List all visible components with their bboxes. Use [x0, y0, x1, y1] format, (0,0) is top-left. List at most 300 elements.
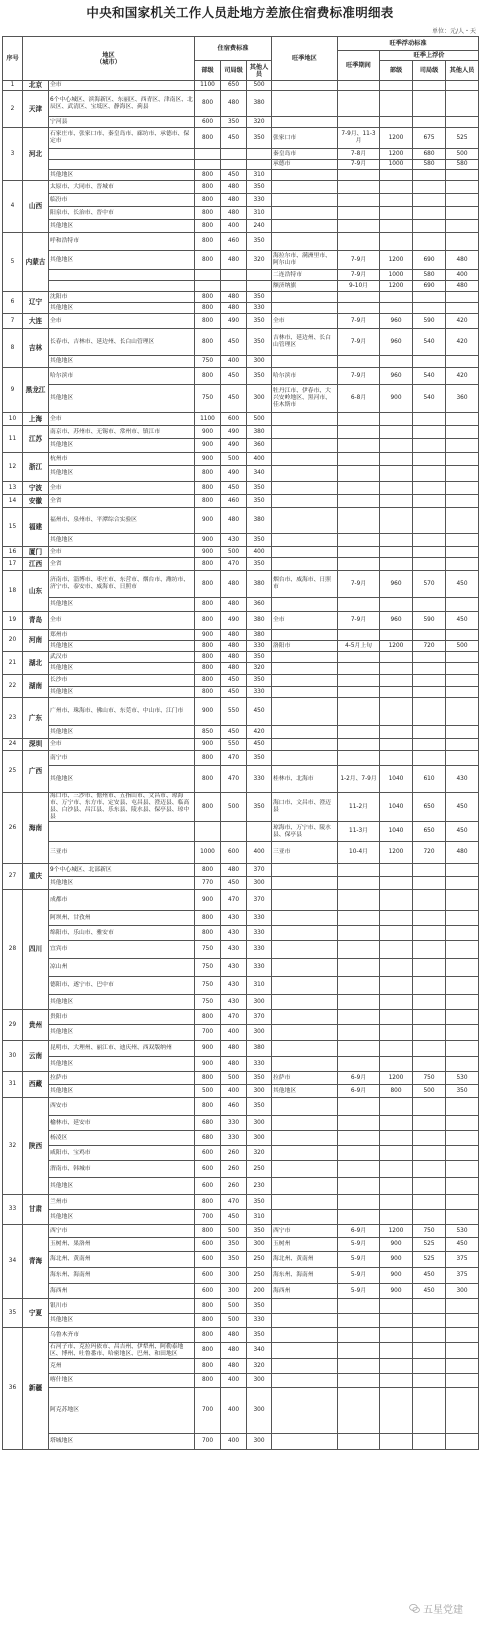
row-peak-period [338, 194, 380, 207]
row-peak-period [338, 1010, 380, 1025]
row-peak-other [446, 1359, 479, 1374]
row-rate-director: 480 [221, 194, 247, 207]
row-rate-director: 490 [221, 612, 247, 630]
row-peak-minister [380, 598, 413, 612]
row-rate-director: 480 [221, 641, 247, 652]
row-peak-minister: 900 [380, 1238, 413, 1252]
row-peak-other [446, 877, 479, 890]
row-area: 全市 [49, 413, 195, 426]
row-rate-director: 260 [221, 1178, 247, 1195]
row-rate-director: 430 [221, 534, 247, 547]
row-rate-other: 350 [247, 128, 272, 149]
row-peak-region [272, 675, 338, 687]
row-rate-other: 400 [247, 453, 272, 466]
table-row [3, 251, 479, 270]
row-seq: 4 [3, 181, 23, 233]
row-rate-other: 350 [247, 181, 272, 194]
row-peak-minister [380, 630, 413, 641]
row-peak-director [413, 1388, 446, 1434]
row-seq: 18 [3, 571, 23, 612]
row-peak-minister [380, 1098, 413, 1116]
row-rate-minister: 750 [195, 959, 221, 977]
table-row [3, 314, 479, 329]
row-peak-period: 7-9月 [338, 329, 380, 356]
row-rate-other: 380 [247, 426, 272, 439]
row-province: 青岛 [23, 612, 49, 630]
row-area: 全省 [49, 558, 195, 571]
row-peak-minister [380, 1010, 413, 1025]
row-peak-period: 7-9月 [338, 160, 380, 170]
row-rate-minister: 800 [195, 1359, 221, 1374]
row-peak-minister [380, 303, 413, 314]
row-rate-director: 480 [221, 663, 247, 675]
table-body [3, 81, 479, 1450]
row-peak-period [338, 495, 380, 508]
row-peak-director: 580 [413, 270, 446, 281]
row-peak-region: 海口市、文昌市、澄迈县 [272, 793, 338, 822]
row-rate-other: 350 [247, 329, 272, 356]
row-peak-director: 720 [413, 842, 446, 864]
header-seq: 序号 [3, 37, 23, 81]
table-row [3, 413, 479, 426]
row-peak-other: 530 [446, 1225, 479, 1238]
row-peak-minister [380, 1299, 413, 1314]
row-peak-region [272, 1328, 338, 1343]
row-rate-minister: 800 [195, 641, 221, 652]
row-peak-period: 11-2月 [338, 793, 380, 822]
table-row [3, 726, 479, 739]
row-seq: 13 [3, 482, 23, 495]
row-peak-minister [380, 117, 413, 128]
row-rate-minister: 800 [195, 1098, 221, 1116]
row-peak-region [272, 233, 338, 251]
row-rate-minister: 900 [195, 739, 221, 751]
row-rate-minister: 800 [195, 571, 221, 598]
row-peak-other [446, 1010, 479, 1025]
row-rate-other: 320 [247, 117, 272, 128]
row-rate-minister: 600 [195, 1178, 221, 1195]
row-province: 广西 [23, 751, 49, 793]
row-peak-other [446, 117, 479, 128]
row-rate-director [221, 149, 247, 160]
row-province: 上海 [23, 413, 49, 426]
row-peak-region [272, 890, 338, 911]
row-rate-director: 430 [221, 959, 247, 977]
row-rate-director: 260 [221, 1146, 247, 1161]
row-area: 杭州市 [49, 453, 195, 466]
header-peak-period: 旺季期间 [338, 51, 380, 81]
row-rate-minister: 750 [195, 977, 221, 995]
table-row [3, 941, 479, 959]
row-peak-minister: 960 [380, 314, 413, 329]
row-peak-director [413, 739, 446, 751]
row-peak-period [338, 1195, 380, 1210]
row-peak-other: 300 [446, 1284, 479, 1299]
row-peak-period [338, 1299, 380, 1314]
table-row [3, 329, 479, 356]
row-rate-director: 480 [221, 1343, 247, 1359]
row-rate-other: 380 [247, 612, 272, 630]
table-row [3, 751, 479, 766]
row-province: 甘肃 [23, 1195, 49, 1225]
row-rate-director: 480 [221, 652, 247, 663]
row-peak-period [338, 426, 380, 439]
row-peak-region [272, 911, 338, 926]
row-peak-region: 其他地区 [272, 1085, 338, 1098]
row-rate-other [247, 270, 272, 281]
row-peak-director [413, 1434, 446, 1450]
row-rate-minister: 800 [195, 303, 221, 314]
row-peak-region [272, 941, 338, 959]
row-rate-minister: 800 [195, 687, 221, 698]
row-peak-director [413, 687, 446, 698]
row-seq: 7 [3, 314, 23, 329]
row-peak-region [272, 630, 338, 641]
row-peak-minister [380, 687, 413, 698]
row-peak-minister [380, 926, 413, 941]
row-rate-other: 330 [247, 1314, 272, 1328]
row-peak-other [446, 1041, 479, 1057]
row-rate-minister: 600 [195, 1284, 221, 1299]
row-rate-other: 370 [247, 864, 272, 877]
row-peak-minister [380, 453, 413, 466]
row-peak-region: 牡丹江市、伊春市、大兴安岭地区、黑河市、佳木斯市 [272, 385, 338, 413]
table-row [3, 1161, 479, 1178]
row-peak-region [272, 726, 338, 739]
row-peak-other [446, 170, 479, 181]
row-rate-director: 490 [221, 439, 247, 453]
row-peak-director: 690 [413, 251, 446, 270]
row-rate-director: 480 [221, 292, 247, 303]
row-peak-minister [380, 890, 413, 911]
row-rate-minister: 700 [195, 1434, 221, 1450]
row-rate-other: 320 [247, 1359, 272, 1374]
row-peak-minister [380, 1314, 413, 1328]
row-rate-director: 430 [221, 995, 247, 1010]
row-peak-director [413, 482, 446, 495]
row-rate-other: 350 [247, 1225, 272, 1238]
row-rate-other: 330 [247, 766, 272, 793]
row-peak-other [446, 1116, 479, 1131]
row-area: 其他地区 [49, 385, 195, 413]
row-area: 海口市、三沙市、儋州市、五指山市、文昌市、琼海市、万宁市、东方市、定安县、屯昌县、澄迈县、临高县、白沙县、昌江县、乐东县、陵水县、保亭县、琼中县 [49, 793, 195, 822]
row-rate-director: 450 [221, 128, 247, 149]
row-rate-director: 400 [221, 1434, 247, 1450]
row-seq: 23 [3, 698, 23, 739]
header-peak-director: 司局级 [413, 61, 446, 81]
row-peak-region [272, 598, 338, 612]
row-rate-minister: 900 [195, 547, 221, 558]
row-seq: 19 [3, 612, 23, 630]
row-peak-other [446, 508, 479, 534]
row-peak-other [446, 547, 479, 558]
row-rate-minister: 800 [195, 926, 221, 941]
row-peak-region: 二连浩特市 [272, 270, 338, 281]
row-peak-period: 7-9月、11-3月 [338, 128, 380, 149]
row-area: 喀什地区 [49, 1374, 195, 1388]
row-peak-region: 三亚市 [272, 842, 338, 864]
row-peak-director: 750 [413, 1072, 446, 1085]
row-province: 贵州 [23, 1010, 49, 1041]
row-rate-director: 480 [221, 571, 247, 598]
row-rate-other: 330 [247, 1057, 272, 1072]
row-peak-director [413, 170, 446, 181]
row-rate-minister: 750 [195, 995, 221, 1010]
row-rate-minister: 800 [195, 652, 221, 663]
table-row [3, 1072, 479, 1085]
row-peak-period [338, 207, 380, 220]
table-row [3, 194, 479, 207]
row-province: 江西 [23, 558, 49, 571]
row-rate-director: 500 [221, 453, 247, 466]
row-rate-minister: 800 [195, 1328, 221, 1343]
row-area [49, 270, 195, 281]
row-seq: 9 [3, 368, 23, 413]
row-rate-minister [195, 281, 221, 292]
row-rate-director: 430 [221, 977, 247, 995]
row-peak-other: 420 [446, 329, 479, 356]
row-peak-director: 540 [413, 329, 446, 356]
row-area: 太原市、大同市、晋城市 [49, 181, 195, 194]
row-rate-other: 350 [247, 1195, 272, 1210]
row-peak-director [413, 1131, 446, 1146]
row-area: 其他地区 [49, 877, 195, 890]
row-area: 阿坝州、甘孜州 [49, 911, 195, 926]
row-peak-period [338, 558, 380, 571]
row-peak-period [338, 413, 380, 426]
row-rate-director: 480 [221, 181, 247, 194]
row-peak-other [446, 926, 479, 941]
row-peak-other [446, 1434, 479, 1450]
row-rate-director: 550 [221, 739, 247, 751]
row-peak-region [272, 303, 338, 314]
row-peak-region [272, 687, 338, 698]
row-seq: 33 [3, 1195, 23, 1225]
row-peak-region [272, 1116, 338, 1131]
row-peak-director [413, 81, 446, 91]
row-seq: 24 [3, 739, 23, 751]
row-peak-director [413, 426, 446, 439]
row-peak-region [272, 1057, 338, 1072]
row-peak-minister [380, 466, 413, 482]
row-rate-director: 480 [221, 1057, 247, 1072]
row-seq: 3 [3, 128, 23, 181]
row-peak-director [413, 181, 446, 194]
row-seq: 20 [3, 630, 23, 652]
row-area: 其他地区 [49, 1085, 195, 1098]
table-row [3, 890, 479, 911]
row-peak-other [446, 959, 479, 977]
row-rate-other [247, 281, 272, 292]
table-row [3, 630, 479, 641]
table-row [3, 995, 479, 1010]
row-peak-region [272, 495, 338, 508]
row-rate-director: 480 [221, 598, 247, 612]
row-rate-director: 490 [221, 314, 247, 329]
row-province: 四川 [23, 890, 49, 1010]
table-row [3, 739, 479, 751]
row-peak-director: 450 [413, 1268, 446, 1284]
row-peak-period [338, 81, 380, 91]
row-peak-region [272, 91, 338, 117]
row-area: 凉山州 [49, 959, 195, 977]
row-area: 塔城地区 [49, 1434, 195, 1450]
row-peak-minister [380, 977, 413, 995]
row-peak-other [446, 233, 479, 251]
table-row [3, 453, 479, 466]
row-peak-period [338, 1178, 380, 1195]
row-area: 全市 [49, 81, 195, 91]
row-rate-other: 350 [247, 534, 272, 547]
row-peak-period: 5-9月 [338, 1252, 380, 1268]
table-row [3, 466, 479, 482]
row-rate-director: 490 [221, 466, 247, 482]
row-rate-director: 450 [221, 368, 247, 385]
row-rate-minister: 800 [195, 1314, 221, 1328]
row-peak-region [272, 356, 338, 368]
row-rate-minister [195, 822, 221, 842]
row-peak-other: 420 [446, 314, 479, 329]
row-rate-other: 300 [247, 1085, 272, 1098]
row-rate-other: 330 [247, 911, 272, 926]
table-row [3, 303, 479, 314]
row-rate-director: 450 [221, 675, 247, 687]
row-seq: 12 [3, 453, 23, 482]
row-peak-minister [380, 911, 413, 926]
row-peak-other [446, 1025, 479, 1041]
row-peak-director [413, 1299, 446, 1314]
table-row [3, 181, 479, 194]
row-rate-other: 370 [247, 890, 272, 911]
row-peak-period: 7-9月 [338, 368, 380, 385]
row-area: 西安市 [49, 1098, 195, 1116]
row-peak-region [272, 426, 338, 439]
row-rate-minister: 800 [195, 911, 221, 926]
row-peak-region [272, 207, 338, 220]
row-rate-minister: 1000 [195, 842, 221, 864]
row-peak-minister: 1040 [380, 793, 413, 822]
row-peak-region: 洛阳市 [272, 641, 338, 652]
row-rate-director: 450 [221, 170, 247, 181]
table-row [3, 1041, 479, 1057]
row-peak-region: 桂林市、北海市 [272, 766, 338, 793]
row-peak-other [446, 482, 479, 495]
row-peak-minister [380, 1343, 413, 1359]
row-peak-minister [380, 81, 413, 91]
row-province: 宁夏 [23, 1299, 49, 1328]
row-area: 南宁市 [49, 751, 195, 766]
row-rate-minister: 800 [195, 1299, 221, 1314]
row-area: 乌鲁木齐市 [49, 1328, 195, 1343]
row-peak-director [413, 1343, 446, 1359]
row-peak-other [446, 466, 479, 482]
row-rate-other: 330 [247, 687, 272, 698]
row-peak-director [413, 698, 446, 726]
row-rate-minister: 800 [195, 612, 221, 630]
row-peak-director: 690 [413, 281, 446, 292]
row-peak-other [446, 1314, 479, 1328]
row-peak-period [338, 911, 380, 926]
row-peak-period [338, 687, 380, 698]
row-peak-region [272, 1010, 338, 1025]
row-rate-director: 500 [221, 793, 247, 822]
row-peak-minister [380, 495, 413, 508]
row-rate-minister: 1100 [195, 413, 221, 426]
row-peak-region [272, 1146, 338, 1161]
table-row [3, 1225, 479, 1238]
row-peak-other [446, 1131, 479, 1146]
row-peak-period: 1-2月、7-9月 [338, 766, 380, 793]
table-row [3, 356, 479, 368]
row-peak-region [272, 170, 338, 181]
row-peak-director [413, 117, 446, 128]
row-rate-other: 320 [247, 251, 272, 270]
row-rate-director: 480 [221, 207, 247, 220]
row-seq: 35 [3, 1299, 23, 1328]
row-rate-minister: 680 [195, 1116, 221, 1131]
row-peak-region [272, 508, 338, 534]
row-rate-director: 550 [221, 698, 247, 726]
row-rate-director: 330 [221, 1116, 247, 1131]
row-rate-other: 310 [247, 207, 272, 220]
row-peak-region [272, 995, 338, 1010]
row-seq: 26 [3, 793, 23, 864]
row-peak-director [413, 911, 446, 926]
row-peak-director: 590 [413, 314, 446, 329]
row-peak-region [272, 1195, 338, 1210]
row-peak-director [413, 995, 446, 1010]
row-rate-other: 380 [247, 630, 272, 641]
row-rate-minister: 750 [195, 356, 221, 368]
row-area: 郑州市 [49, 630, 195, 641]
row-area: 其他地区 [49, 598, 195, 612]
table-row [3, 1210, 479, 1225]
row-peak-region [272, 1314, 338, 1328]
row-rate-other: 330 [247, 926, 272, 941]
row-peak-director [413, 207, 446, 220]
row-rate-other: 320 [247, 663, 272, 675]
row-area: 其他地区 [49, 1314, 195, 1328]
row-rate-director [221, 160, 247, 170]
row-rate-director: 470 [221, 890, 247, 911]
row-area: 武汉市 [49, 652, 195, 663]
row-peak-period: 7-9月 [338, 314, 380, 329]
row-peak-director: 540 [413, 368, 446, 385]
row-peak-region [272, 1098, 338, 1116]
table-row [3, 663, 479, 675]
row-area: 贵阳市 [49, 1010, 195, 1025]
row-peak-region [272, 453, 338, 466]
row-peak-other [446, 1374, 479, 1388]
row-province: 黑龙江 [23, 368, 49, 413]
row-rate-other: 380 [247, 508, 272, 534]
row-rate-other: 330 [247, 959, 272, 977]
row-peak-region: 玉树州 [272, 1238, 338, 1252]
row-peak-other [446, 675, 479, 687]
row-peak-other: 400 [446, 270, 479, 281]
row-peak-period [338, 220, 380, 233]
row-area: 德阳市、遂宁市、巴中市 [49, 977, 195, 995]
row-area: 沈阳市 [49, 292, 195, 303]
row-area: 其他地区 [49, 1025, 195, 1041]
row-area: 全市 [49, 314, 195, 329]
table-row [3, 1388, 479, 1434]
row-rate-other: 250 [247, 1161, 272, 1178]
row-rate-director: 480 [221, 864, 247, 877]
row-peak-minister [380, 675, 413, 687]
row-rate-director: 460 [221, 495, 247, 508]
row-area: 全市 [49, 482, 195, 495]
